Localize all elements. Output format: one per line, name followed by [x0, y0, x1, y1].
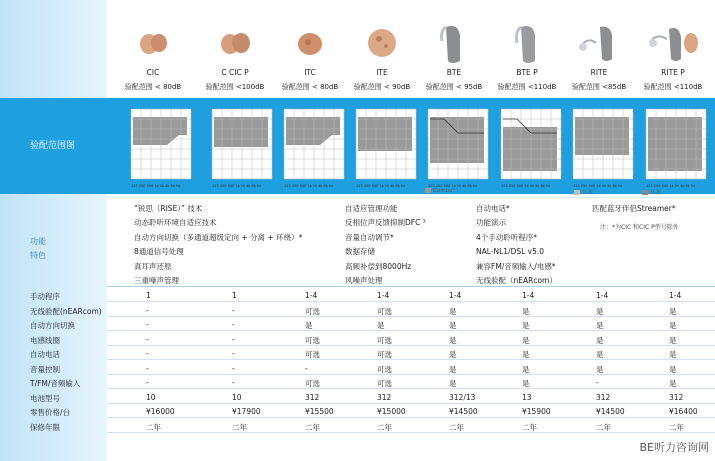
table-cell: 是 — [669, 335, 677, 345]
table-cell: 312 — [596, 392, 611, 402]
product-range: 验配范围 <85dB — [571, 83, 627, 91]
x-tick-labels: 125 250 500 1k 2k 4k 8k Hz — [284, 184, 334, 188]
x-tick-labels: 125 250 500 1k 2k 4k 8k Hz — [573, 184, 623, 188]
feature-item: 自动方向切换（多通道超级定向 + 分离 + 环绕）* — [134, 232, 303, 242]
divider — [107, 197, 715, 198]
feature-item: 功能演示 — [476, 218, 506, 228]
table-cell: - — [146, 320, 149, 329]
table-cell: 1-4 — [449, 291, 462, 300]
table-cell: - — [146, 334, 149, 344]
product-name: BTE P — [516, 68, 538, 77]
table-cell: 1-4 — [305, 291, 318, 300]
table-cell: 1-4 — [377, 291, 390, 300]
feature-item: NAL-NL1/DSL v5.0 — [476, 247, 545, 257]
bte-hearing-aid-icon — [416, 20, 492, 65]
table-cell: 是 — [449, 335, 457, 345]
table-cell: 是 — [449, 321, 457, 330]
legend-combo — [425, 188, 455, 196]
audiogram-chart — [280, 103, 348, 189]
table-cell: 可选 — [305, 306, 320, 316]
product-range: 验配范围 < 90dB — [353, 83, 411, 91]
table-cell: 1-4 — [596, 291, 609, 300]
feature-item: 8通道信号处理 — [134, 247, 184, 257]
product-cic-p — [197, 0, 273, 98]
rite-p-hearing-aid-icon — [635, 20, 711, 65]
table-cell: 二年 — [232, 422, 247, 432]
product-range: 验配范围 <100dB — [205, 83, 265, 91]
itc-hearing-aid-icon — [272, 20, 348, 65]
audiogram-chart — [569, 103, 637, 189]
feature-item: 自动电话* — [476, 204, 510, 213]
table-cell: - — [232, 320, 235, 329]
row-label: T/FM/音频输入 — [30, 379, 81, 388]
table-row — [0, 361, 715, 375]
table-cell: 是 — [522, 335, 530, 345]
table-cell: 二年 — [146, 422, 161, 432]
feature-item: “锐思（RISE）” 技术 — [134, 204, 203, 213]
table-cell: 可选 — [377, 364, 392, 374]
ite-hearing-aid-icon — [344, 20, 420, 65]
table-cell: - — [232, 363, 235, 373]
row-label: 保修年限 — [30, 422, 60, 432]
table-cell: 是 — [522, 306, 530, 316]
product-name: RITE P — [661, 68, 685, 77]
table-cell: 可选 — [377, 379, 392, 388]
table-row — [0, 390, 715, 404]
table-cell: 可选 — [377, 335, 392, 345]
x-tick-labels: 125 250 500 1k 2k 4k 8k Hz — [356, 184, 406, 188]
table-cell: 312 — [305, 392, 320, 402]
audiogram-chart — [642, 103, 710, 189]
table-cell: - — [232, 378, 235, 387]
table-cell: 可选 — [305, 350, 320, 359]
table-cell: - — [146, 363, 149, 373]
row-divider — [107, 432, 715, 433]
row-label: 电感线圈 — [30, 335, 60, 345]
row-label: 手动程序 — [30, 292, 60, 301]
legend-combo-text: Combo² — [433, 188, 455, 194]
table-cell: 1 — [146, 291, 151, 300]
table-cell: 是 — [449, 379, 457, 388]
features-column-2 — [345, 202, 426, 288]
feature-item: 无线验配（nEARcom） — [476, 276, 557, 286]
table-cell: 是 — [596, 364, 604, 374]
product-cic — [115, 0, 191, 98]
table-cell: 可选 — [305, 379, 320, 388]
product-name: ITC — [304, 68, 316, 77]
features-column-3 — [476, 202, 557, 288]
table-row — [0, 288, 715, 302]
row-label: 音量控制 — [30, 364, 60, 374]
feature-item: 三重噪声管理 — [134, 276, 179, 286]
x-tick-labels: 125 250 500 1k 2k 4k 8k Hz — [646, 184, 696, 188]
features-column-1 — [134, 202, 302, 288]
x-tick-labels: 125 250 500 1k 2k 4k 8k Hz — [131, 184, 181, 188]
table-row — [0, 303, 715, 317]
table-cell: ¥17900 — [232, 407, 261, 416]
product-rite-p — [635, 0, 711, 98]
table-cell: 是 — [449, 306, 457, 316]
audiogram-chart — [424, 103, 492, 189]
table-cell: ¥16000 — [146, 407, 175, 416]
table-cell: 二年 — [669, 422, 684, 432]
table-cell: ¥15500 — [305, 407, 334, 416]
table-cell: 是 — [596, 306, 604, 316]
feature-item: 数据存储 — [345, 247, 375, 257]
divider — [107, 286, 715, 287]
feature-item: 音量自动调节* — [345, 232, 394, 242]
table-cell: 是 — [449, 350, 457, 359]
legend-earhook-text: 耳塞 — [650, 190, 662, 196]
table-cell: 是 — [596, 321, 604, 330]
table-cell: ¥14500 — [596, 407, 625, 416]
table-row — [0, 346, 715, 360]
table-cell: 312 — [377, 392, 392, 402]
table-cell: 10 — [232, 392, 242, 402]
product-itc — [272, 0, 348, 98]
table-row — [0, 404, 715, 418]
table-cell: 1-4 — [522, 291, 535, 300]
cic-p-hearing-aid-icon — [197, 20, 273, 65]
table-cell: ¥14500 — [449, 407, 478, 416]
table-cell: 是 — [596, 335, 604, 345]
fitting-range-label: 验配范围图 — [30, 141, 76, 151]
table-cell: 二年 — [449, 422, 464, 432]
table-cell: 可选 — [377, 350, 392, 359]
table-cell: - — [305, 363, 308, 373]
x-tick-labels: 125 250 500 1k 2k 4k 8k Hz — [212, 184, 262, 188]
x-tick-labels: 125 250 500 1k 2k 4k 8k Hz — [428, 184, 478, 188]
feature-item: 风噪声处理 — [345, 276, 383, 286]
feature-item: 兼容FM/音频输入/电感* — [476, 261, 556, 271]
bte-p-hearing-aid-icon — [489, 20, 565, 65]
table-cell: ¥16400 — [669, 407, 698, 416]
table-cell: 是 — [377, 321, 385, 330]
product-name: C CIC P — [221, 68, 249, 77]
row-label: 自动方向切换 — [30, 321, 75, 330]
x-tick-labels: 125 250 500 1k 2k 4k 8k Hz — [501, 184, 551, 188]
table-cell: 10 — [146, 392, 156, 402]
product-name: CIC — [146, 68, 160, 77]
product-range: 验配范围 < 80dB — [124, 83, 182, 91]
table-row — [0, 332, 715, 346]
product-bte — [416, 0, 492, 98]
audiogram-chart — [208, 103, 276, 189]
table-cell: 是 — [522, 350, 530, 359]
feature-item: 反相位声反馈抑制DFC ³ — [345, 218, 426, 228]
table-cell: 是 — [522, 321, 530, 330]
features-label-1: 功能 — [30, 237, 46, 246]
row-label: 自动电话 — [30, 350, 60, 359]
table-cell: 13 — [522, 392, 532, 402]
row-label: 零售价格/台 — [30, 408, 71, 417]
product-range: 验配范围 < 80dB — [281, 83, 339, 91]
audiogram-chart — [352, 103, 420, 189]
features-column-4 — [592, 202, 676, 216]
table-cell: 是 — [596, 350, 604, 359]
legend-earmold-text: 耳塞 — [582, 190, 594, 196]
table-cell: 二年 — [522, 422, 537, 432]
table-cell: 可选 — [305, 335, 320, 345]
table-cell: 是 — [522, 379, 530, 388]
table-cell: 是 — [669, 306, 677, 316]
table-cell: 二年 — [305, 422, 320, 432]
row-label: 电池型号 — [30, 393, 60, 403]
product-name: BTE — [446, 68, 462, 77]
table-cell: 可选 — [377, 306, 392, 316]
legend-earhook — [642, 188, 661, 196]
table-cell: - — [146, 305, 149, 315]
table-row — [0, 419, 715, 433]
table-cell: - — [232, 349, 235, 358]
features-label-2: 特色 — [30, 251, 46, 260]
product-rite — [561, 0, 637, 98]
feature-item: 高频补偿到8000Hz — [345, 261, 412, 271]
product-header — [107, 0, 715, 98]
table-cell: - — [146, 378, 149, 387]
table-row — [0, 375, 715, 389]
feature-item: 动态聆听环境自适应技术 — [134, 218, 217, 228]
feature-item: 真耳声还原 — [134, 261, 172, 271]
table-row — [0, 317, 715, 331]
product-bte-p — [489, 0, 565, 98]
table-cell: 是 — [669, 379, 677, 388]
feature-item: 4个手动聆听程序* — [476, 232, 538, 242]
table-cell: 是 — [522, 364, 530, 374]
table-cell: - — [596, 378, 599, 387]
product-range: 验配范围 <110dB — [497, 83, 557, 91]
table-cell: - — [232, 334, 235, 344]
rite-hearing-aid-icon — [561, 20, 637, 65]
feature-item: 匹配蓝牙伴侣Streamer* — [592, 204, 676, 213]
row-label: 无线验配(nEARcom) — [30, 306, 102, 316]
product-range: 验配范围 < 95dB — [425, 83, 483, 91]
table-cell: 是 — [669, 350, 677, 359]
table-cell: ¥15900 — [522, 407, 551, 416]
product-range: 验配范围 <110dB — [643, 83, 703, 91]
product-ite — [344, 0, 420, 98]
product-name: RITE — [590, 68, 608, 77]
table-cell: 二年 — [377, 422, 392, 432]
table-cell: ¥15000 — [377, 407, 406, 416]
table-cell: - — [146, 349, 149, 358]
table-cell: 是 — [305, 321, 313, 330]
table-cell: 312 — [669, 392, 684, 402]
table-cell: 是 — [669, 364, 677, 374]
table-cell: 是 — [449, 364, 457, 374]
product-name: ITE — [376, 68, 388, 77]
audiogram-chart — [497, 103, 565, 189]
feature-item: 自适应管理功能 — [345, 204, 398, 213]
table-cell: 1-4 — [669, 291, 682, 300]
table-cell: - — [232, 305, 235, 315]
table-cell: 二年 — [596, 422, 611, 432]
table-cell: 312/13 — [449, 392, 476, 402]
table-cell: 是 — [669, 321, 677, 330]
cic-hearing-aid-icon — [115, 20, 191, 65]
table-cell: 1 — [232, 291, 237, 300]
legend-earmold — [574, 188, 593, 196]
footnote: 注：*为CIC 和CIC P型号除外 — [600, 224, 679, 231]
watermark: BE听力咨询网 — [639, 441, 709, 454]
audiogram-chart — [127, 103, 195, 189]
